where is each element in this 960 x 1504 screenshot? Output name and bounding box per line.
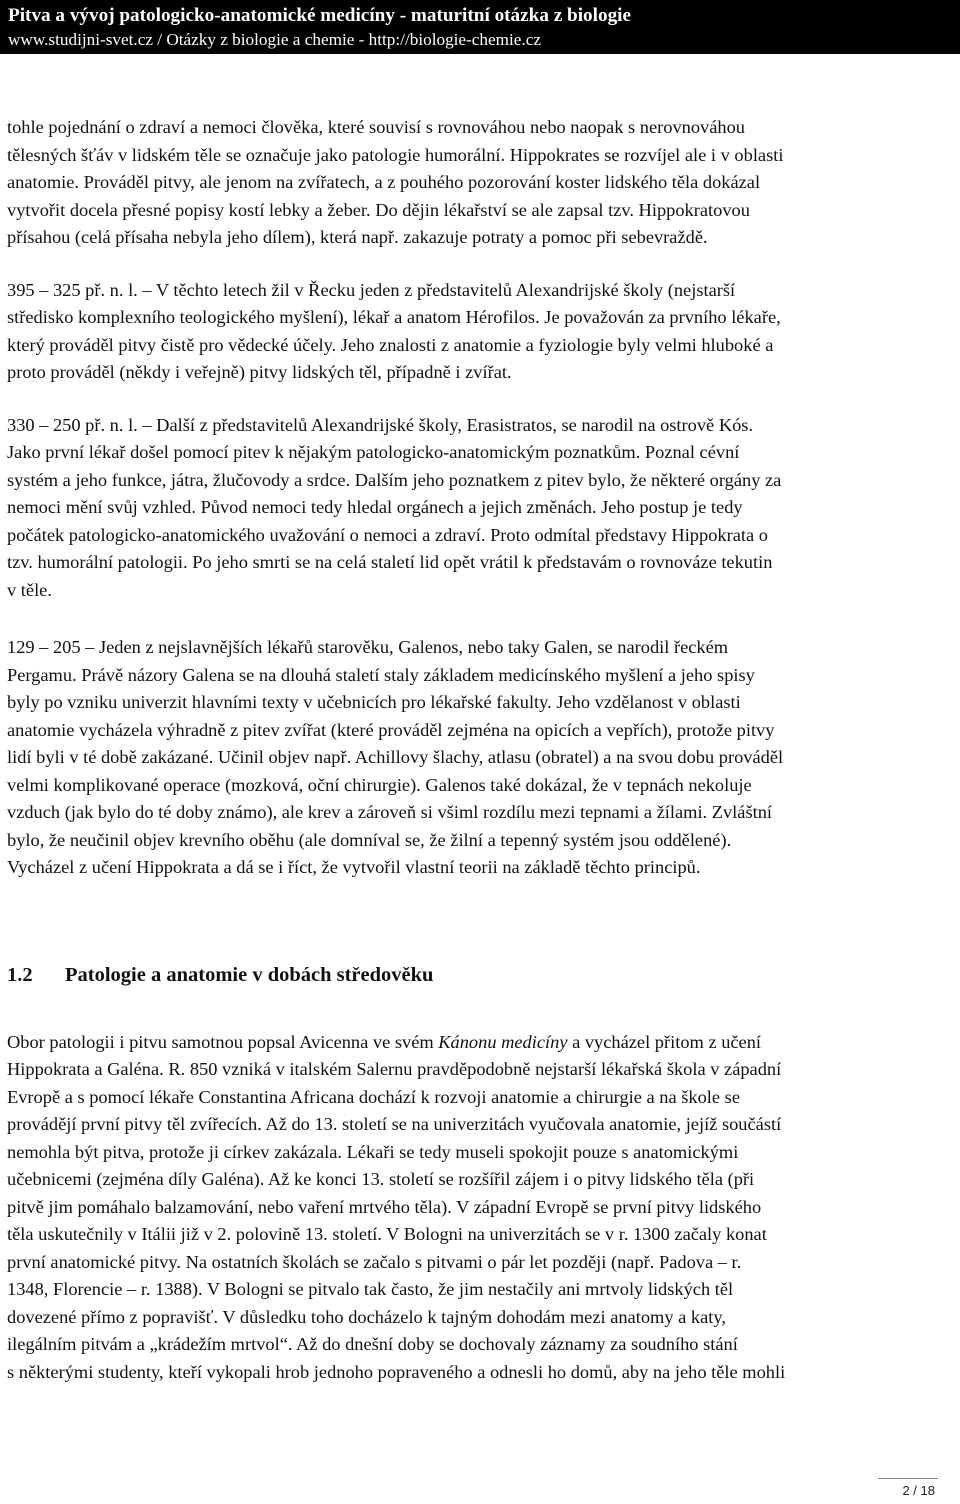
site-url: www.studijni-svet.cz / Otázky z biologie a chemie - http://biologie-chemie.cz [8,30,541,49]
paragraph-middle-ages [7,1029,953,1387]
text-line: Vycházel z učení Hippokrata a dá se i říct, že vytvořil vlastní teorii na základě těchto principů. [7,857,701,877]
text-line: velmi komplikované operace (mozková, oční chirurgie). Galenos také dokázal, že v tepnách nekoluje [7,774,752,795]
text-line: lidí byli v té době zakázané. Učinil objev např. Achillovy šlachy, atlasu (obratel) a na svou dobu prováděl [7,747,784,767]
text-line: provádějí první pitvy těl zvířecích. Až do 13. století se na univerzitách vyučovala anatomie, jejíž součástí [7,1114,782,1134]
text-line: nemoci mění svůj vzhled. Původ nemoci tedy hledal orgánech a jejich změnách. Jeho postup je tedy [7,497,743,517]
paragraph-galenos [7,634,953,882]
document-body [7,114,953,1386]
text-line: první anatomické pitvy. Na ostatních školách se začalo s pitvami o pár let později (např. Padova – r. [7,1251,742,1272]
text-line: ilegálním pitvám a „krádežím mrtvol“. Až do dnešní doby se dochovaly záznamy za soudního stání [7,1334,738,1354]
italic-work-title: Kánonu medicíny [438,1031,568,1052]
text-line: Pergamu. Právě názory Galena se na dlouhá staletí staly základem medicínského myšlení a jeho spisy [7,664,755,685]
text-line: počátek patologicko-anatomického uvažování o nemoci a zdraví. Proto odmítal představy Hippokrata o [7,524,768,545]
paragraph-humoral-pathology [7,114,953,252]
text-line: dovezené přímo z popravišť. V důsledku toho docházelo k tajným dohodám mezi anatomy a katy, [7,1306,726,1327]
text-line: učebnicemi (zejména díly Galéna). Až ke konci 13. století se rozšířil zájem i o pitvy lidského těla (při [7,1169,755,1189]
text-line: anatomie. Prováděl pitvy, ale jenom na zvířatech, a z pouhého pozorování koster lidského těla dokázal [7,172,761,192]
document-title: Pitva a vývoj patologicko-anatomické medicíny - maturitní otázka z biologie [8,5,632,26]
paragraph-erasistratos [7,412,953,605]
paragraph-herofilos [7,277,953,387]
text-line: tzv. humorální patologii. Po jeho smrti se na celá staletí lid opět vrátil k představám o rovnováze tekutin [7,552,773,572]
text-line: 129 – 205 – Jeden z nejslavnějších lékařů starověku, Galenos, nebo taky Galen, se narodil řeckém [7,637,729,657]
text-line: a vycházel přitom z učení [567,1031,762,1052]
text-line: systém a jeho funkce, játra, žlučovody a srdce. Dalším jeho poznatkem z pitev bylo, že některé orgány za [7,469,782,490]
section-heading [7,962,953,989]
text-line: 330 – 250 př. n. l. – Další z představitelů Alexandrijské školy, Erasistratos, se narodil na ostrově Kós. [7,414,754,435]
text-line: Obor patologii i pitvu samotnou popsal Avicenna ve svém [7,1031,439,1052]
text-line: Jako první lékař došel pomocí pitev k nějakým patologicko-anatomickým poznatkům. Poznal cévní [7,442,740,462]
text-line: bylo, že neučinil objev krevního oběhu (ale domníval se, že žilní a tepenný systém jsou oddělené). [7,829,732,850]
page-header [0,0,960,54]
text-line: proto prováděl (někdy i veřejně) pitvy lidských těl, případně i zvířat. [7,362,512,382]
text-line: 395 – 325 př. n. l. – V těchto letech žil v Řecku jeden z představitelů Alexandrijské školy (nejstarší [7,279,736,300]
footer-divider [878,1478,938,1479]
text-line: vzduch (jak bylo do té doby známo), ale krev a zároveň si všiml rozdílu mezi tepnami a žílami. Zvláštní [7,802,773,822]
section-title: Patologie a anatomie v dobách středověku [65,963,434,986]
text-line: byly po vzniku univerzit hlavními texty v učebnicích pro lékařské fakulty. Jeho vzdělanost v oblasti [7,692,741,712]
text-line: středisko komplexního teologického myšlení), lékař a anatom Hérofilos. Je považován za prvního lékaře, [7,307,781,327]
text-line: tohle pojednání o zdraví a nemoci člověka, které souvisí s rovnováhou nebo naopak s nerovnováhou [7,117,745,137]
text-line: anatomie vycházela výhradně z pitev zvířat (které prováděl zejména na opicích a vepřích), protože pitvy [7,719,775,740]
text-line: pitvě jim pomáhalo balzamování, nebo vaření mrtvého těla). V západní Evropě se první pitvy lidského [7,1196,762,1217]
text-line: těla uskutečnily v Itálii již v 2. polovině 13. století. V Bologni na univerzitách se v r. 1300 začaly konat [7,1224,767,1244]
text-line: tělesných šťáv v lidském těle se označuje jako patologie humorální. Hippokrates se rozvíjel ale i v oblasti [7,144,784,165]
text-line: v těle. [7,579,52,600]
text-line: vytvořit docela přesné popisy kostí lebky a žeber. Do dějin lékařství se ale zapsal tzv. Hippokratovou [7,199,750,220]
text-line: Hippokrata a Galéna. R. 850 vzniká v italském Salernu pravděpodobně nejstarší lékařská škola v západní [7,1059,782,1079]
text-line: nemohla být pitva, protože ji církev zakázala. Lékaři se tedy museli spokojit pouze s anatomickými [7,1141,739,1162]
text-line: Evropě a s pomocí lékaře Constantina Africana dochází k rozvoji anatomie a chirurgie a na škole se [7,1086,740,1107]
text-line: s některými studenty, kteří vykopali hrob jednoho popraveného a odnesli ho domů, aby na jeho těle mohli [7,1361,786,1382]
section-number: 1.2 [7,963,33,986]
text-line: který prováděl pitvy čistě pro vědecké účely. Jeho znalosti z anatomie a fyziologie byly velmi hluboké a [7,334,774,355]
page-number: 2 / 18 [902,1483,935,1498]
text-line: přísahou (celá přísaha nebyla jeho dílem), která např. zakazuje potraty a pomoc při sebevraždě. [7,227,708,247]
text-line: 1348, Florencie – r. 1388). V Bologni se pitvalo tak často, že jim nestačily ani mrtvoly lidských těl [7,1279,734,1299]
